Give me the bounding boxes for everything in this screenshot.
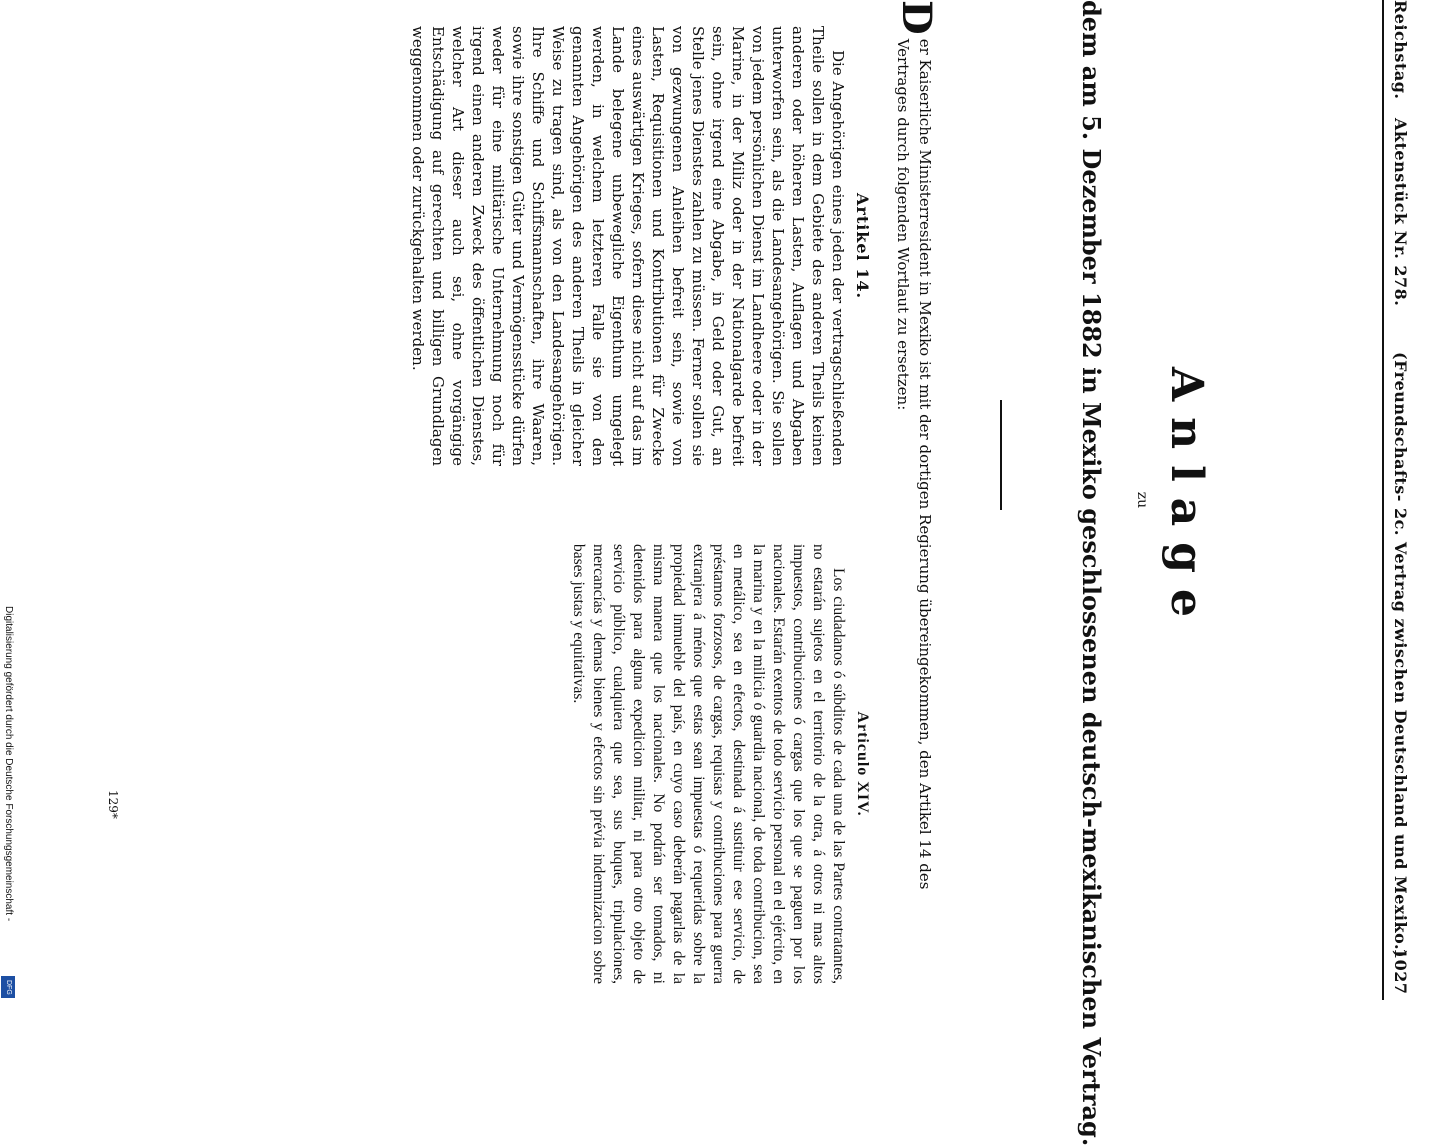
running-header bbox=[1390, 0, 1410, 1000]
page-title: Anlage bbox=[1161, 366, 1212, 634]
title-zu: zu bbox=[1134, 491, 1150, 509]
german-article-heading: Artikel 14. bbox=[853, 192, 872, 300]
header-topic: (Freundschafts- 2c. Vertrag zwischen Deutschland und Mexiko.) bbox=[1391, 352, 1410, 959]
digitization-credit bbox=[0, 606, 16, 1000]
page-subtitle: dem am 5. Dezember 1882 in Mexiko geschlossenen deutsch-mexikanischen Vertrag. bbox=[1077, 0, 1106, 1146]
section-rule bbox=[1000, 400, 1002, 510]
spanish-article-heading: Articulo XIV. bbox=[854, 711, 871, 817]
german-article-column bbox=[408, 26, 872, 466]
intro-dropcap: D bbox=[893, 0, 940, 35]
spanish-article-text: Los ciudadanos ó súbditos de cada una de las Partes contratantes, no estarán sujetos en el territorio de la otra, á otros ni mas altos impuestos, contribuciones ó cargas que los que se paguen por los nacionales. Estarán exentos de todo servicio personal en el ejército, en la marina y en la milicia ó guardia nacional, de toda contribucion, sea en metálico, sea en efectos, destinada á sustituir ese servicio, de préstamos forzosos, de cargas, requisas y contribuciones para guerra extranjera á ménos que estas sean impuestas ó requeridas sobre la propiedad inmueble del país, en cuyo caso deberán pagarlas de la misma manera que los nacionales. No podrán ser tomados, ni detenidos para alguna expedicion militar, ni para otro objeto de servicio público, cualquiera que sea, sus buques, tripulaciones, mercancías y demas bienes y efectos sin prévia indemnizacion sobre bases justas y equitativas. bbox=[570, 544, 847, 984]
dfg-logo-icon: DFG bbox=[1, 976, 15, 998]
spanish-article-column bbox=[568, 544, 872, 984]
intro-paragraph bbox=[892, 0, 940, 960]
header-page-number: 1027 bbox=[1391, 948, 1410, 995]
header-reichstag: Reichstag. bbox=[1391, 0, 1410, 100]
intro-text: er Kaiserliche Ministerresident in Mexiko ist mit der dortigen Regierung übereingekommen, den Artikel 14 des Vertrages durch folgenden Wortlaut zu ersetzen: bbox=[894, 38, 934, 890]
signature-mark: 129* bbox=[106, 790, 120, 819]
german-article-text: Die Angehörigen eines jeden der vertragschließenden Theile sollen in dem Gebiete des anderen Theils keinen anderen oder höheren Lasten, Auflagen und Abgaben unterworfen sein, als die Landesangehörigen. Sie sollen von jedem persönlichen Dienst im Landheere oder in der Marine, in der Miliz oder in der Nationalgarde befreit sein, ohne irgend eine Abgabe, in Geld oder Gut, an Stelle jenes Dienstes zahlen zu müssen. Ferner sollen sie von gezwungenen Anleihen befreit sein, sowie von Lasten, Requisitionen und Kontributionen für Zwecke eines auswärtigen Krieges, sofern diese nicht auf das im Lande belegene unbewegliche Eigenthum umgelegt werden, in welchem letzteren Falle sie von den genannten Angehörigen des anderen Theils in gleicher Weise zu tragen sind, als von den Landesangehörigen. Ihre Schiffe und Schiffsmannschaften, ihre Waaren, sowie ihre sonstigen Güter und Vermögensstücke dürfen weder für eine militärische Unternehmung noch für irgend einen anderen Zweck des öffentlichen Dienstes, welcher Art dieser auch sei, ohne vorgängige Entschädigung auf gerechten und billigen Grundlagen weggenommen oder zurückgehalten werden. bbox=[409, 26, 847, 466]
header-aktenstueck: Aktenstück Nr. 278. bbox=[1391, 118, 1410, 307]
credit-text: Digitalisierung gefördert durch die Deutsche Forschungsgemeinschaft - bbox=[3, 606, 14, 922]
header-rule bbox=[1382, 0, 1384, 1000]
